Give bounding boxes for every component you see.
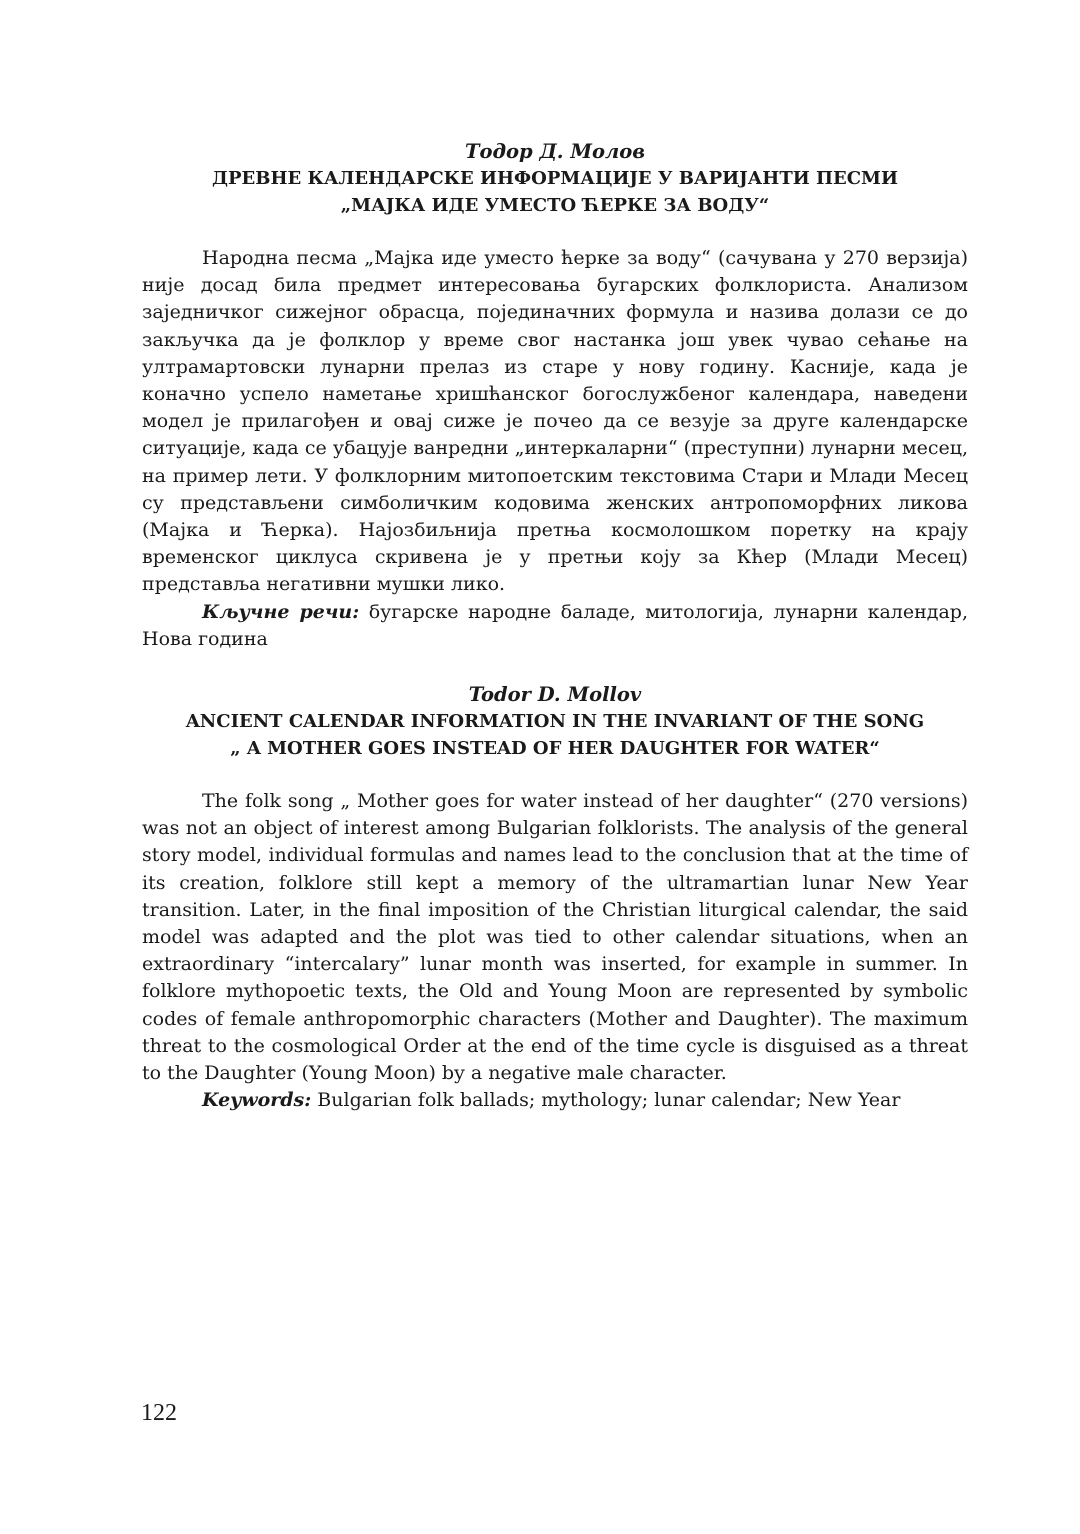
serbian-section [142,138,968,653]
abstract-serbian-text: Народна песма „Мајка иде уместо ћерке за воду“ (сачувана у 270 верзија) није досад била предмет интересовања бугарских фолклориста. Анализом заједничког сижејног обрасца, појединачних формула и назива долази се до закључка да је фолклор у време свог настанка још увек чувао сећање на ултрамартовски лунарни прелаз из старе у нову годину. Касније, када је коначно успело наметање хришћанског богослужбеног календара, наведени модел је прилагођен и овај сиже је почео да се везује за друге календарске ситуације, када се убацује ванредни „интеркаларни“ (преступни) лунарни месец, на пример лети. У фолклорним митопоетским текстовима Стари и Млади Месец су представљени симболичким кодовима женских антропоморфних ликова (Мајка и Ћерка). Најозбиљнија претња космолошком поретку на крају временског циклуса скривена је у претњи коју за Кћер (Млади Месец) представља негативни мушки лико. [142,247,968,596]
article-title-english-line2: „ A MOTHER GOES INSTEAD OF HER DAUGHTER FOR WATER“ [230,738,880,760]
article-title-english-line1: ANCIENT CALENDAR INFORMATION IN THE INVARIANT OF THE SONG [185,711,925,733]
page-number: 122 [141,1400,177,1426]
abstract-english-text: The folk song „ Mother goes for water instead of her daughter“ (270 versions) was not an object of interest among Bulgarian folklorists. The analysis of the general story model, individual formulas and names lead to the conclusion that at the time of its creation, folklore still kept a memory of the ultramartian lunar New Year transition. Later, in the final imposition of the Christian liturgical calendar, the said model was adapted and the plot was tied to other calendar situations, when an extraordinary “intercalary” lunar month was inserted, for example in summer. In folklore mythopoetic texts, the Old and Young Moon are represented by symbolic codes of female anthropomorphic characters (Mother and Daughter). The maximum threat to the cosmological Order at the end of the time cycle is disguised as a threat to the Daughter (Young Moon) by a negative male character. [142,790,968,1085]
page-content [142,138,968,1114]
article-title-serbian-line2: „МАЈКА ИДЕ УМЕСТО ЋЕРКЕ ЗА ВОДУ“ [340,195,770,216]
article-title-serbian-line1: ДРЕВНЕ КАЛЕНДАРСКЕ ИНФОРМАЦИЈЕ У ВАРИЈАНТИ ПЕСМИ [212,168,898,189]
author-name-english: Todor D. Mollov [468,683,642,707]
keywords-serbian [142,599,968,653]
keywords-text-english: Bulgarian folk ballads; mythology; lunar calendar; New Year [311,1089,901,1112]
abstract-english [142,788,968,1114]
keywords-english [142,1087,968,1114]
abstract-serbian [142,245,968,653]
keywords-text-serbian: бугарске народне баладе, митологија, лунарни календар, Нова година [142,600,968,650]
author-name-serbian: Тодор Д. Молов [464,140,646,163]
english-section [142,681,968,1114]
keywords-label-english: Keywords: [202,1089,312,1112]
keywords-label-serbian: Кључне речи: [202,600,360,623]
